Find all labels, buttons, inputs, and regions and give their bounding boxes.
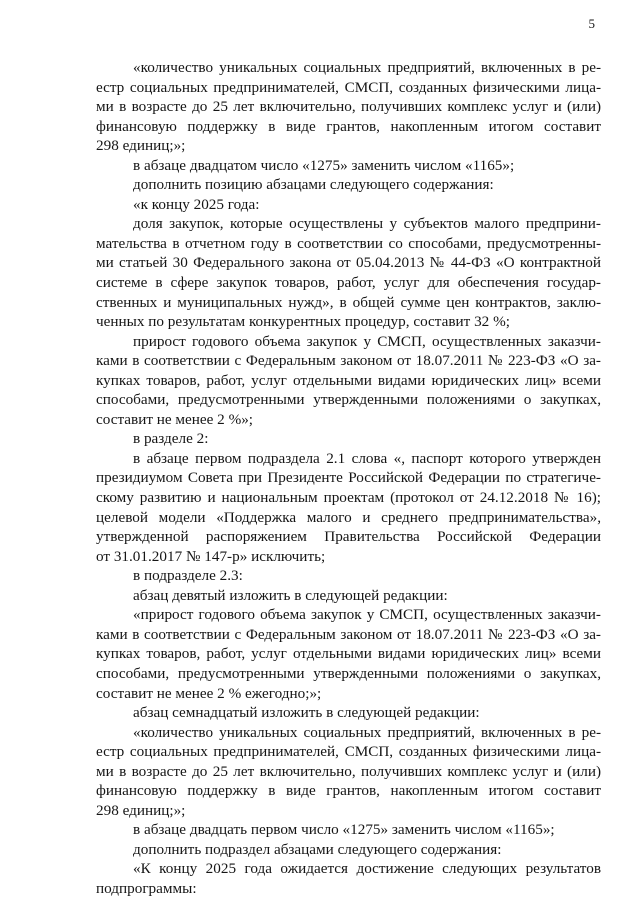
text-line: доля закупок, которые осуществлены у субъектов малого предприни- [133, 215, 601, 233]
text-line: прирост годового объема закупок у СМСП, осуществленных заказчи- [133, 332, 601, 350]
text-line: естр социальных предпринимателей, СМСП, созданных физическими лица- [96, 78, 601, 96]
text-line: ми статьей 30 Федерального закона от 05.04.2013 № 44-ФЗ «О контрактной [96, 254, 601, 272]
text-line: подпрограммы: [96, 879, 197, 897]
text-line: ками в соответствии с Федеральным законом от 18.07.2011 № 223-ФЗ «О за- [96, 625, 601, 643]
text-line: способами, предусмотренными утвержденными положениями о закупках, [96, 391, 601, 409]
text-line: купках товаров, работ, услуг отдельными видами юридических лиц» всеми [96, 371, 601, 389]
text-line: утвержденной распоряжением Правительства Российской Федерации [96, 528, 601, 546]
text-line: дополнить позицию абзацами следующего содержания: [133, 176, 494, 194]
text-line: от 31.01.2017 № 147-р» исключить; [96, 547, 326, 565]
text-line: президиумом Совета при Президенте Российской Федерации по стратегиче- [96, 469, 601, 487]
text-line: «количество уникальных социальных предприятий, включенных в ре- [133, 59, 601, 76]
text-line: 298 единиц;»; [96, 801, 186, 819]
page-number: 5 [588, 16, 595, 31]
text-line: ками в соответствии с Федеральным законом от 18.07.2011 № 223-ФЗ «О за- [96, 352, 601, 370]
text-line: финансовую поддержку в виде грантов, накопленным итогом составит [96, 117, 601, 135]
text-line: купках товаров, работ, услуг отдельными видами юридических лиц» всеми [96, 645, 601, 663]
text-line: способами, предусмотренными утвержденными положениями о закупках, [96, 664, 601, 682]
text-line: составит не менее 2 %»; [96, 410, 254, 428]
text-line: абзац девятый изложить в следующей редакции: [133, 586, 448, 604]
text-line: в подразделе 2.3: [133, 567, 243, 585]
text-line: абзац семнадцатый изложить в следующей редакции: [133, 704, 480, 722]
text-line: дополнить подраздел абзацами следующего содержания: [133, 840, 502, 858]
text-line: «прирост годового объема закупок у СМСП, осуществленных заказчи- [133, 606, 601, 624]
text-line: ми в возрасте до 25 лет включительно, получивших комплекс услуг и (или) [96, 762, 601, 780]
text-line: в абзаце двадцать первом число «1275» заменить числом «1165»; [133, 821, 555, 839]
text-line: составит не менее 2 % ежегодно;»; [96, 684, 322, 702]
text-line: ченных по результатам конкурентных процедур, составит 32 %; [96, 313, 510, 331]
text-line: «к концу 2025 года: [133, 195, 260, 213]
text-line: в абзаце двадцатом число «1275» заменить числом «1165»; [133, 156, 515, 174]
text-line: ми в возрасте до 25 лет включительно, получивших комплекс услуг и (или) [96, 98, 601, 116]
text-line: 298 единиц;»; [96, 137, 186, 155]
text-line: скому развитию и национальным проектам (протокол от 24.12.2018 № 16); [96, 489, 601, 507]
text-line: естр социальных предпринимателей, СМСП, созданных физическими лица- [96, 743, 601, 761]
document-body [96, 58, 601, 899]
text-line: в абзаце первом подраздела 2.1 слова «, паспорт которого утвержден [133, 449, 601, 467]
text-line: системе в сфере закупок товаров, работ, услуг для обеспечения государ- [96, 274, 601, 292]
text-line: «количество уникальных социальных предприятий, включенных в ре- [133, 723, 601, 741]
text-line: финансовую поддержку в виде грантов, накопленным итогом составит [96, 782, 601, 800]
text-line: мательства в отчетном году в соответствии со способами, предусмотренны- [96, 234, 601, 252]
text-line: «К концу 2025 года ожидается достижение следующих результатов [133, 860, 601, 878]
text-line: в разделе 2: [133, 430, 209, 448]
text-line: целевой модели «Поддержка малого и среднего предпринимательства», [96, 508, 601, 526]
text-line: ственных и муниципальных нужд», в общей сумме цен контрактов, заклю- [96, 293, 601, 311]
